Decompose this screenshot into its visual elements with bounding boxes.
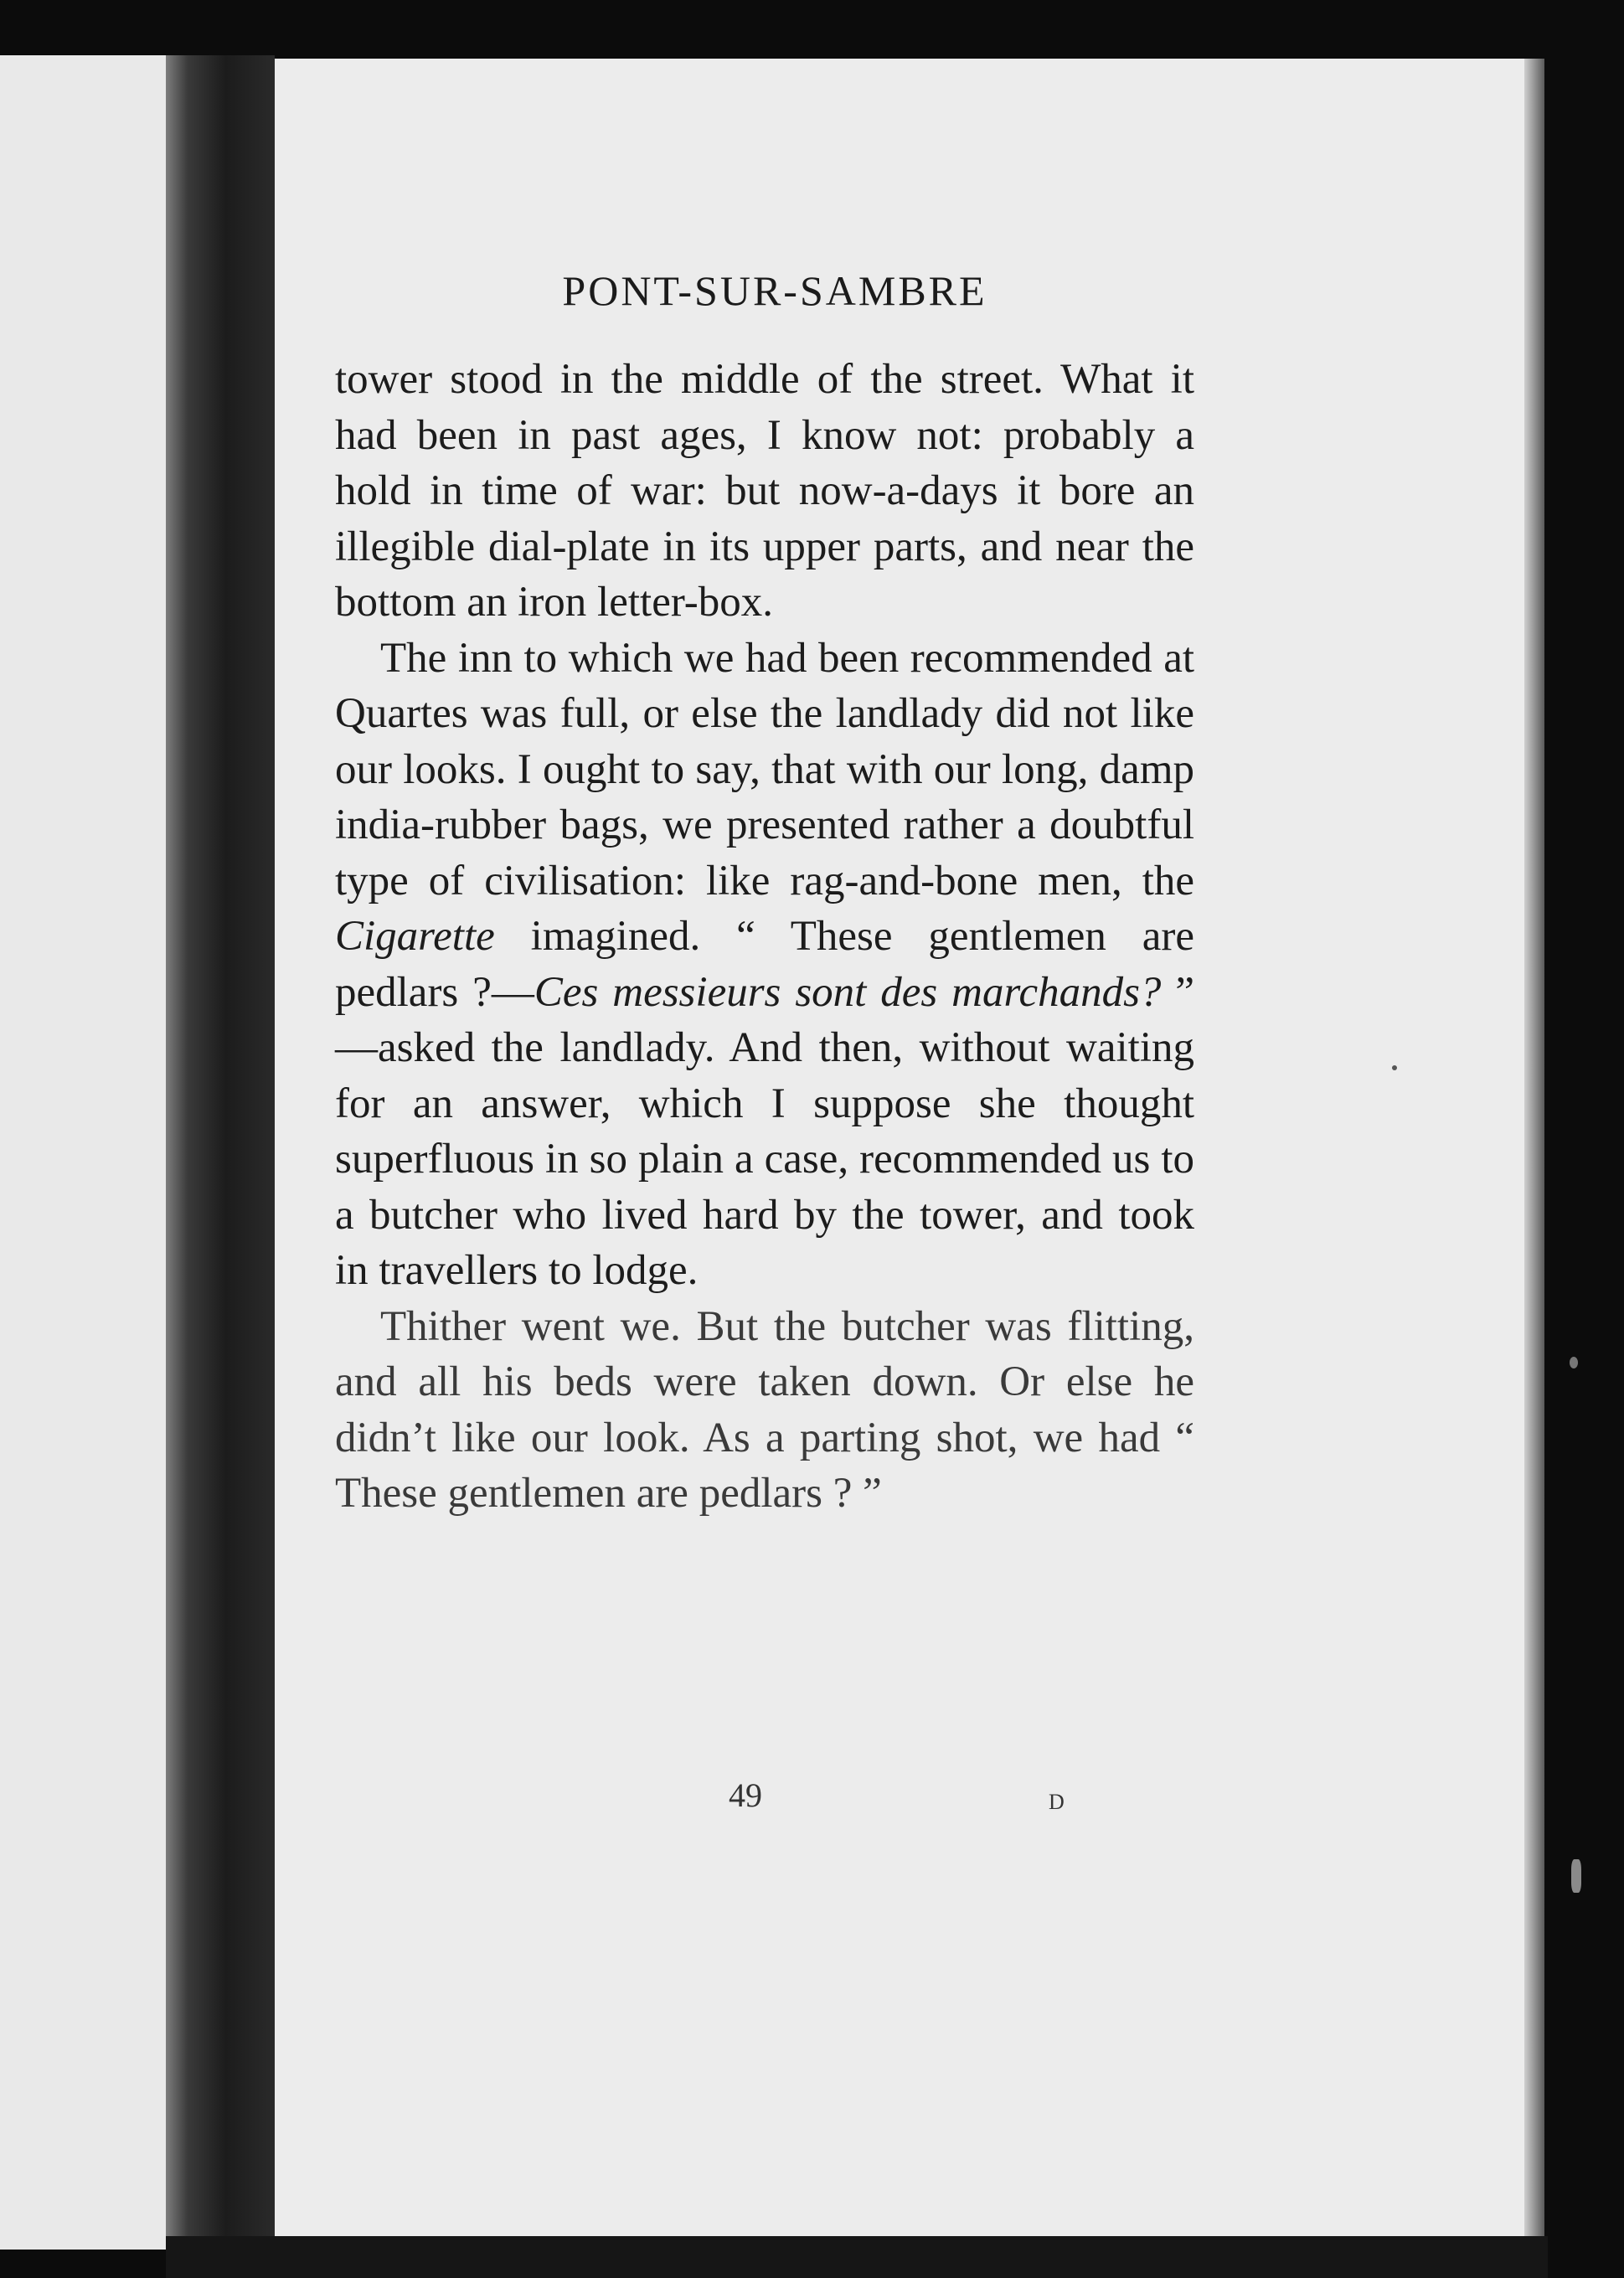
paragraph-3: Thither went we. But the butcher was flitting, and all his beds were taken down. Or else he didn’t like our look. As a parting shot, we had “ These gentlemen are pedlars ? ” (335, 1302, 1194, 1517)
body-text (335, 352, 1194, 1522)
italic-cigarette: Cigarette (335, 913, 495, 960)
running-head: PONT-SUR-SAMBRE (562, 267, 987, 314)
paragraph-2-text-3: ” —asked the landlady. And then, without waiting for an answer, which I suppose she thought superfluous in so plain a case, recommended us to a butcher who lived hard by the tower, and took in travellers to lodge. (335, 968, 1194, 1294)
book-gutter-shadow (166, 55, 275, 2250)
facing-page-edge (0, 55, 166, 2250)
paragraph-1: tower stood in the middle of the street. What it had been in past ages, I know not: probably a hold in time of war: but now-a-days it bore an illegible dial-plate in its upper parts, and near the bottom an iron letter-box. (335, 356, 1194, 626)
italic-french-quote: Ces messieurs sont des marchands? (534, 968, 1162, 1016)
page-right-edge (1524, 59, 1544, 2236)
page-number: 49 (729, 1776, 762, 1814)
signature-mark: D (1049, 1790, 1065, 1814)
paragraph-2 (335, 631, 1194, 1299)
scan-speck (1570, 1357, 1578, 1368)
paragraph-2-text-1: The inn to which we had been recommended at Quartes was full, or else the landlady did not like our looks. I ought to say, that with our long, damp india-rubber bags, we presented rather a doubtful type of civilisation: like rag-and-bone men, the (335, 634, 1194, 904)
scan-speck (1392, 1065, 1397, 1070)
scan-speck (1571, 1859, 1581, 1893)
paragraph-2-text-2: imagined. “ These gentlemen are pedlars ?— (335, 913, 1194, 1016)
page-bottom-edge (166, 2236, 1548, 2278)
